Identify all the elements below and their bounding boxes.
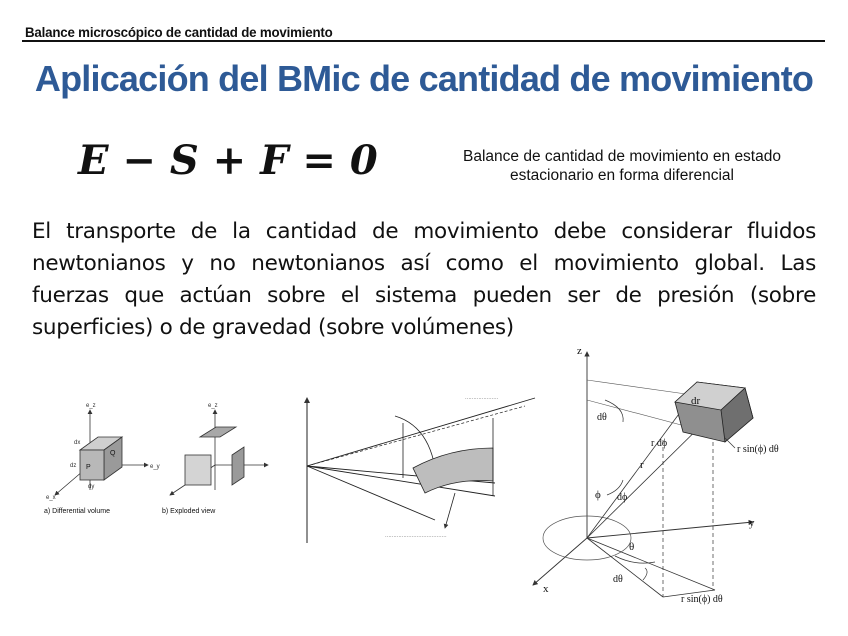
caption-exploded-view: b) Exploded view [162, 508, 216, 515]
dtheta-bottom-label: dθ [613, 574, 623, 585]
y-axis-label: y [749, 517, 755, 529]
header-title: Balance microscópico de cantidad de movimiento [25, 24, 333, 40]
body-paragraph: El transporte de la cantidad de movimiento debe considerar fluidos newtonianos y no newtonianos así como el movimiento global. Las fuerzas que actúan sobre el sistema pueden ser de presión (sobre superficies) o de gravedad (sobre volúmenes) [32, 219, 816, 340]
equation-note: Balance de cantidad de movimiento en estado estacionario en forma diferencial [463, 148, 781, 184]
r-sin-phi-dtheta-bottom-label: r sin(ϕ) dθ [681, 594, 723, 605]
dphi-label: dϕ [617, 492, 628, 503]
x-axis-label: x [543, 583, 549, 595]
point-q-label: Q [110, 450, 116, 457]
ey-label: e_y [150, 464, 160, 470]
spherical-element-figure [525, 340, 830, 605]
ex-label: e_x [46, 495, 56, 501]
r-sin-phi-dtheta-top-label: r sin(ϕ) dθ [737, 444, 779, 455]
slide-title: Aplicación del BMic de cantidad de movimiento [34, 58, 814, 99]
point-p-label: P [86, 464, 91, 471]
r-dphi-label: r dϕ [651, 438, 668, 449]
dx-label: dx [74, 440, 81, 446]
dy-label: dy [88, 484, 95, 490]
phi-label: ϕ [595, 489, 601, 501]
svg-text:······························: ····································· [385, 534, 447, 540]
ez-label: e_z [86, 403, 96, 409]
dtheta-top-label: dθ [597, 412, 607, 423]
differential-volume-cube [44, 403, 160, 515]
theta-label: θ [629, 541, 635, 553]
balance-equation: E − S + F = 0 [78, 137, 378, 184]
dz-label: dz [70, 463, 77, 469]
r-label: r [640, 459, 644, 471]
cartesian-volume-figure [40, 395, 280, 525]
ez-label-b: e_z [208, 403, 218, 409]
exploded-view-cube [162, 403, 268, 515]
svg-text:····················: ···················· [465, 396, 499, 402]
z-axis-label: z [577, 345, 582, 357]
dr-label: dr [691, 395, 701, 407]
caption-differential-volume: a) Differential volume [44, 508, 111, 515]
cylindrical-shell-figure [295, 378, 555, 548]
header-divider [22, 40, 825, 42]
